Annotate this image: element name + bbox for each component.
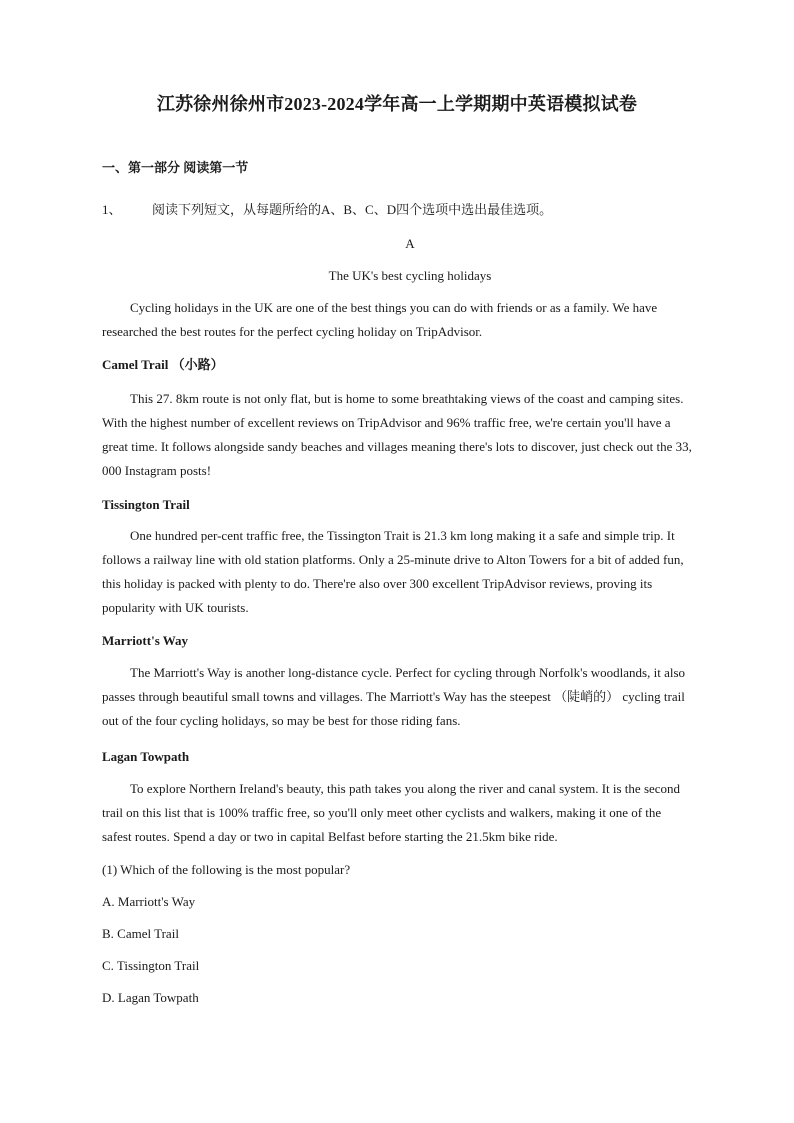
trail-heading-tissington: Tissington Trail: [102, 497, 190, 512]
trail-heading-camel: Camel Trail （小路）: [102, 357, 224, 372]
trail-body-marriotts: [102, 661, 692, 733]
trail-body-tissington: [102, 524, 692, 620]
trail-paragraph: One hundred per-cent traffic free, the Tissington Trait is 21.3 km long making it a safe and simple trip. It follows a railway line with old station platforms. Only a 25-minute drive to Alton Towers for a bit of added fun, this holiday is packed with plenty to do. There're also over 300 excellent TripAdvisor reviews, proving its popularity with UK tourists.: [102, 528, 684, 615]
trail-body-lagan: [102, 777, 692, 849]
passage-letter: A: [405, 236, 415, 251]
trail-paragraph: To explore Northern Ireland's beauty, this path takes you along the river and canal system. It is the second trail on this list that is 100% traffic free, so you'll only meet other cyclists and walkers, making it one of the safest routes. Spend a day or two in capital Belfast before starting the 21.5km bike ride.: [102, 781, 681, 844]
option-c[interactable]: C. Tissington Trail: [102, 958, 200, 973]
instruction-text: 阅读下列短文，从每题所给的A、B、C、D四个选项中选出最佳选项。: [152, 202, 553, 217]
question-group-number: 1、: [102, 202, 122, 217]
passage-title: The UK's best cycling holidays: [328, 268, 492, 283]
trail-heading-lagan: Lagan Towpath: [102, 749, 190, 764]
instruction-line: [102, 200, 552, 220]
intro-paragraph: Cycling holidays in the UK are one of the best things you can do with friends or as a family. We have researched the best routes for the perfect cycling holiday on TripAdvisor.: [102, 300, 658, 339]
question-stem: (1) Which of the following is the most popular?: [102, 862, 351, 877]
option-b[interactable]: B. Camel Trail: [102, 926, 179, 941]
section-heading: 一、第一部分 阅读第一节: [102, 160, 249, 175]
passage-intro: [102, 296, 692, 344]
option-d[interactable]: D. Lagan Towpath: [102, 990, 199, 1005]
option-a[interactable]: A. Marriott's Way: [102, 894, 196, 909]
trail-paragraph: This 27. 8km route is not only flat, but is home to some breathtaking views of the coast and camping sites. With the highest number of excellent reviews on TripAdvisor and 96% traffic free, we're certain you'll have a great time. It follows alongside sandy beaches and villages meaning there's lots to discover, just check out the 33, 000 Instagram posts!: [102, 391, 692, 478]
document-title: 江苏徐州徐州市2023-2024学年高一上学期期中英语模拟试卷: [156, 94, 638, 114]
trail-body-camel: [102, 387, 692, 483]
trail-heading-marriotts: Marriott's Way: [102, 633, 189, 648]
trail-paragraph: The Marriott's Way is another long-distance cycle. Perfect for cycling through Norfolk's woodlands, it also passes through beautiful small towns and villages. The Marriott's Way has the steepest （陡峭的） cycling trail out of the four cycling holidays, so may be best for those riding fans.: [102, 665, 686, 728]
